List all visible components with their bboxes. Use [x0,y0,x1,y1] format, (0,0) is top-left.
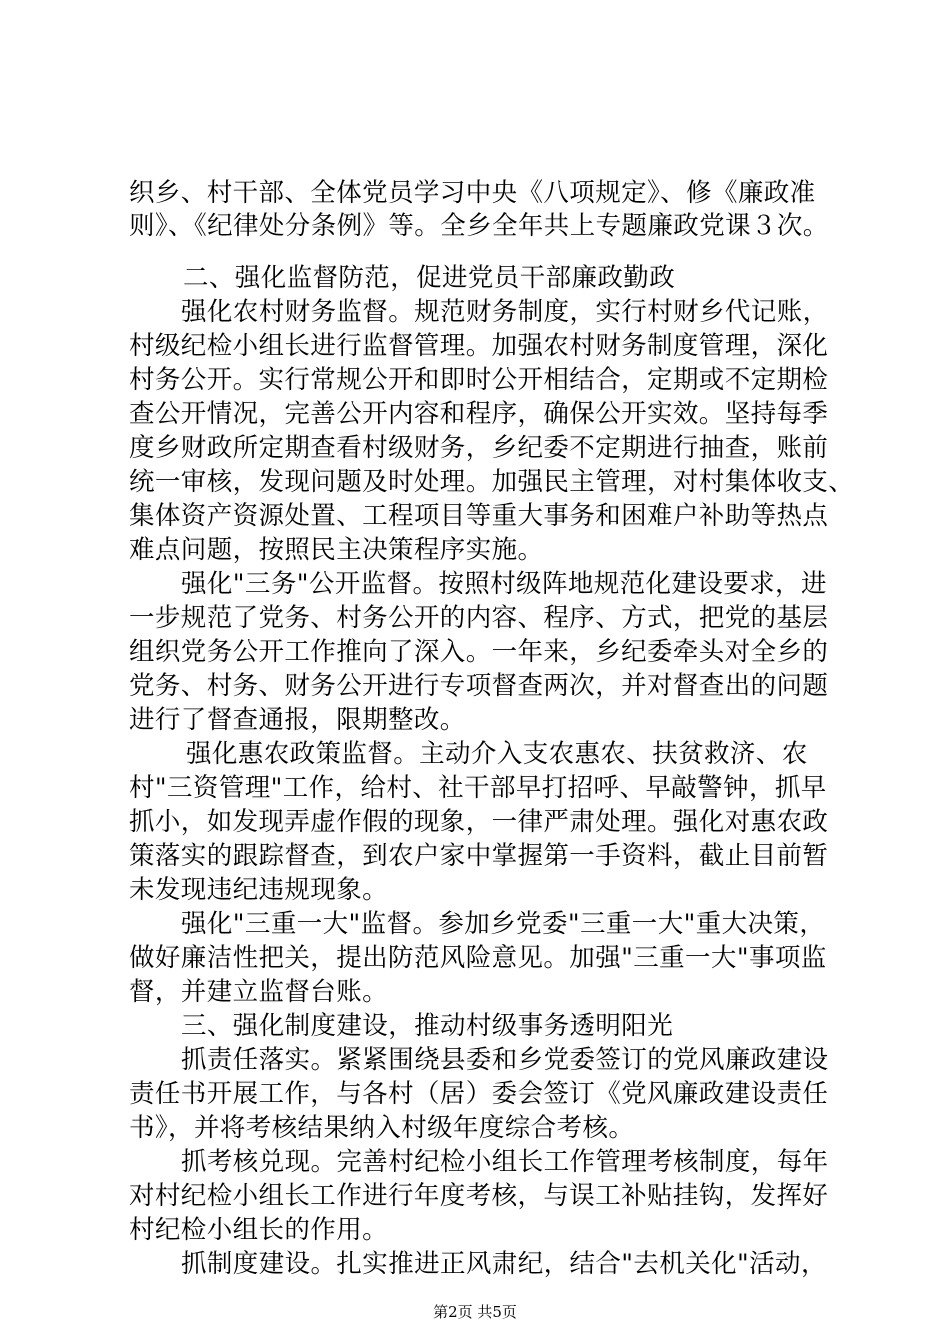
body-line: 强化惠农政策监督。主动介入支农惠农、扶贫救济、农 [186,739,808,769]
body-line: 村务公开。实行常规公开和即时公开相结合，定期或不定期检 [129,365,829,395]
body-line: 度乡财政所定期查看村级财务，乡纪委不定期进行抽查，账前 [129,433,829,463]
body-line: 进行了督查通报，限期整改。 [129,705,466,735]
body-line: 督，并建立监督台账。 [129,977,389,1007]
body-line: 书》，并将考核结果纳入村级年度综合考核。 [129,1113,635,1143]
body-line: 难点问题，按照民主决策程序实施。 [129,535,544,565]
body-line: 织乡、村干部、全体党员学习中央《八项规定》、修《廉政准 [129,178,816,208]
body-line: 策落实的跟踪督查，到农户家中掌握第一手资料，截止目前暂 [129,841,829,871]
body-line: 组织党务公开工作推向了深入。一年来，乡纪委牵头对全乡的 [129,637,829,667]
body-line: 抓责任落实。紧紧围绕县委和乡党委签订的党风廉政建设 [181,1045,829,1075]
body-line: 统一审核，发现问题及时处理。加强民主管理，对村集体收支、 [129,467,855,497]
body-line: 集体资产资源处置、工程项目等重大事务和困难户补助等热点 [129,501,829,531]
body-line: 抓考核兑现。完善村纪检小组长工作管理考核制度，每年 [181,1147,829,1177]
body-line: 强化农村财务监督。规范财务制度，实行村财乡代记账， [181,297,829,327]
body-line: 村"三资管理"工作，给村、社干部早打招呼、早敲警钟，抓早 [129,773,827,803]
body-line: 对村纪检小组长工作进行年度考核，与误工补贴挂钩，发挥好 [129,1181,829,1211]
body-line: 抓制度建设。扎实推进正风肃纪，结合"去机关化"活动， [181,1249,827,1279]
body-line: 责任书开展工作，与各村（居）委会签订《党风廉政建设责任 [129,1079,829,1109]
section-heading: 二、强化监督防范，促进党员干部廉政勤政 [183,263,676,293]
body-line: 查公开情况，完善公开内容和程序，确保公开实效。坚持每季 [129,399,829,429]
body-line: 强化"三重一大"监督。参加乡党委"三重一大"重大决策， [181,909,826,939]
page-total: 共5页 [477,1303,517,1321]
body-line: 做好廉洁性把关，提出防范风险意见。加强"三重一大"事项监 [129,943,827,973]
body-line: 村纪检小组长的作用。 [129,1215,389,1245]
body-line: 未发现违纪违规现象。 [129,875,389,905]
body-line: 强化"三务"公开监督。按照村级阵地规范化建设要求，进 [181,569,827,599]
body-line: 则》、《纪律处分条例》等。全乡全年共上专题廉政党课３次。 [129,211,829,241]
page-number: 第2页 [433,1303,473,1321]
page-footer [0,1302,950,1322]
section-heading: 三、强化制度建设，推动村级事务透明阳光 [181,1011,674,1041]
body-line: 抓小，如发现弄虚作假的现象，一律严肃处理。强化对惠农政 [129,807,829,837]
body-line: 一步规范了党务、村务公开的内容、程序、方式，把党的基层 [129,603,829,633]
body-line: 村级纪检小组长进行监督管理。加强农村财务制度管理，深化 [129,331,829,361]
body-line: 党务、村务、财务公开进行专项督查两次，并对督查出的问题 [129,671,829,701]
